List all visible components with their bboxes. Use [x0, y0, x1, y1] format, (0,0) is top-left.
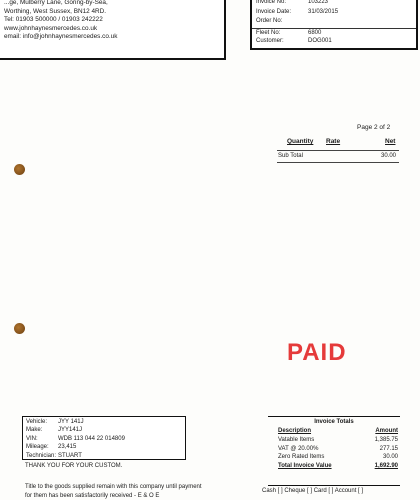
subtotal-rule-bottom — [277, 162, 399, 163]
title-terms-line-1: Title to the goods supplied remain with this company until payment — [25, 484, 202, 490]
invoice-totals-box — [268, 416, 400, 486]
total-invoice-value: 1,692.90 — [374, 463, 398, 470]
fleet-number: 6800 — [308, 29, 322, 36]
fleet-number-label: Fleet No: — [256, 29, 281, 36]
total-invoice-row — [270, 462, 398, 471]
quantity-header: Quantity — [287, 138, 314, 145]
invoice-number-row — [256, 0, 416, 8]
address-line-2: Worthing, West Sussex, BN12 4RD. — [4, 7, 107, 15]
invoice-totals-heading: Invoice Totals — [314, 419, 354, 425]
mileage-label: Mileage: — [26, 444, 49, 451]
technician-label: Technician: — [26, 452, 57, 459]
vehicle-registration: JYY 141J — [58, 419, 84, 425]
address-line-1: ...ge, Mulberry Lane, Goring-by-Sea, — [4, 0, 108, 6]
telephone: Tel: 01903 500000 / 01903 242222 — [4, 16, 103, 24]
punch-hole-top — [14, 164, 25, 175]
make-label: Make: — [26, 427, 43, 434]
mileage-row — [26, 443, 182, 451]
customer-label: Customer: — [256, 38, 284, 45]
vin-number: WDB 113 044 22 014809 — [58, 435, 125, 442]
subtotal-rule — [277, 150, 399, 151]
invoice-date: 31/03/2015 — [308, 8, 339, 15]
make-row — [26, 426, 182, 434]
customer-row — [256, 38, 416, 45]
invoice-number-label: Invoice No: — [256, 0, 287, 5]
technician-row — [26, 452, 182, 460]
totals-row-value: 30.00 — [382, 454, 398, 461]
totals-row-value: 277.15 — [379, 445, 398, 452]
vehicle-row — [26, 418, 182, 426]
net-header: Net — [385, 138, 396, 145]
order-number-label: Order No: — [256, 18, 283, 25]
invoice-date-row — [256, 8, 416, 18]
amount-header: Amount — [375, 428, 398, 434]
subtotal-value: 30.00 — [381, 153, 397, 159]
mileage: 23,415 — [58, 444, 77, 451]
totals-row-label: Vatable Items — [278, 436, 315, 443]
totals-row — [270, 436, 398, 445]
vehicle-make: JYY141J — [58, 427, 83, 434]
vin-row — [26, 435, 182, 443]
subtotal-label: Sub Total — [278, 153, 303, 159]
order-number-row — [256, 17, 416, 27]
totals-row — [270, 445, 398, 454]
customer-code: DOG001 — [308, 38, 332, 45]
fleet-number-row — [256, 29, 416, 39]
invoice-info-box — [250, 0, 418, 50]
totals-row — [270, 453, 398, 462]
totals-row-value: 1,385.75 — [374, 436, 398, 443]
technician: STUART — [58, 452, 82, 459]
thank-you-message: THANK YOU FOR YOUR CUSTOM. — [25, 463, 123, 469]
invoice-number: 103223 — [308, 0, 329, 5]
totals-row-label: Zero Rated Items — [278, 454, 325, 461]
paid-stamp: PAID — [287, 339, 347, 366]
vehicle-label: Vehicle: — [26, 419, 48, 425]
page-indicator: Page 2 of 2 — [357, 124, 391, 131]
total-invoice-label: Total Invoice Value — [278, 463, 332, 470]
invoice-date-label: Invoice Date: — [256, 8, 292, 15]
company-address-box — [0, 0, 226, 60]
title-terms-line-2: for them has been satisfactorily received - E & O E — [25, 493, 160, 499]
website: www.johnhaynesmercedes.co.uk — [4, 24, 98, 32]
description-header: Description — [278, 428, 312, 434]
totals-row-label: VAT @ 20.00% — [278, 445, 319, 452]
punch-hole-bottom — [14, 323, 25, 334]
payment-methods: Cash [ ] Cheque [ ] Card [ ] Account [ ] — [262, 488, 364, 494]
vin-label: VIN: — [26, 435, 38, 442]
vehicle-details-box — [22, 416, 186, 460]
rate-header: Rate — [326, 138, 341, 145]
totals-header-row — [270, 427, 398, 436]
email: email: info@johnhaynesmercedes.co.uk — [4, 33, 118, 41]
